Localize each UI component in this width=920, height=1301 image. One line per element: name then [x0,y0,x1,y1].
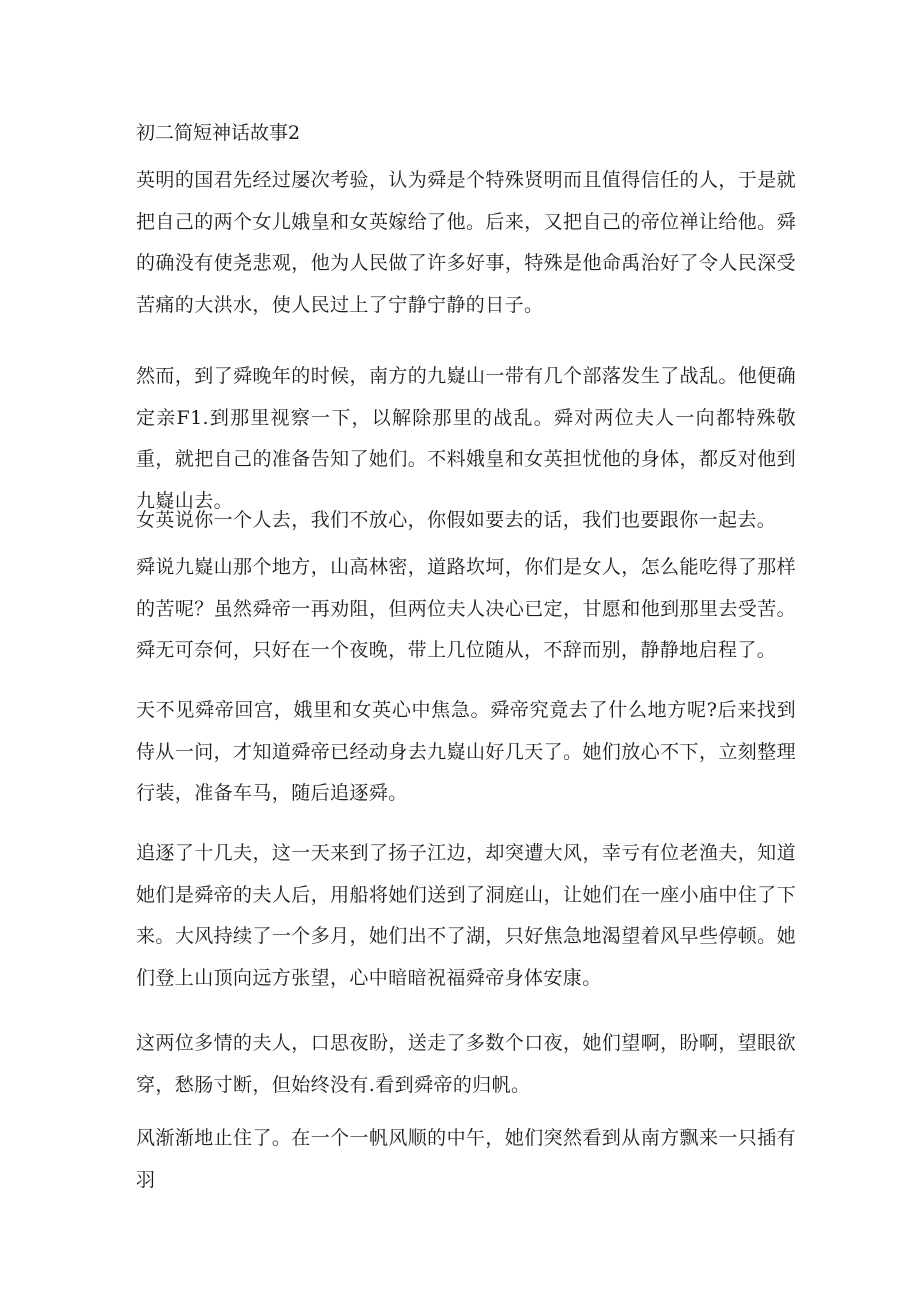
paragraph-7: 这两位多情的夫人，口思夜盼，送走了多数个口夜，她们望啊，盼啊，望眼欲穿，愁肠寸断，但始终没有.看到舜帝的归帆。 [136,1032,796,1096]
paragraph-3: 女英说你一个人去，我们不放心，你假如要去的话，我们也要跟你一起去。 [136,509,777,531]
paragraph-5: 天不见舜帝回宫，娥里和女英心中焦急。舜帝究竟去了什么地方呢?后来找到侍从一问，才知道舜帝已经动身去九嶷山好几天了。她们放心不下，立刻整理行装，准备车马，随后追逐舜。 [136,699,796,804]
paragraph-1: 英明的国君先经过屡次考验，认为舜是个特殊贤明而且值得信任的人，于是就把自己的两个女儿娥皇和女英嫁给了他。后来，又把自己的帝位禅让给他。舜的确没有使尧悲观，他为人民做了许多好事，特殊是他命禹治好了令人民深受苦痛的大洪水，使人民过上了宁静宁静的日子。 [136,169,796,316]
paragraph-8: 风渐渐地止住了。在一个一帆风顺的中午，她们突然看到从南方飘来一只插有羽 [136,1127,796,1191]
paragraph-2: 然而，到了舜晚年的时候，南方的九嶷山一带有几个部落发生了战乱。他便确定亲F1.到那里视察一下，以解除那里的战乱。舜对两位夫人一向都特殊敬重，就把自己的准备告知了她们。不料娥皇和女英担忧他的身体，都反对他到九嶷山去。 [136,365,796,512]
paragraph-6: 追逐了十几夫，这一天来到了扬子江边，却突遭大风，幸亏有位老渔夫，知道她们是舜帝的夫人后，用船将她们送到了洞庭山，让她们在一座小庙中住了下来。大风持续了一个多月，她们出不了湖，只好焦急地渴望着风早些停顿。她们登上山顶向远方张望，心中暗暗祝福舜帝身体安康。 [136,842,796,989]
paragraph-4: 舜说九嶷山那个地方，山高林密，道路坎坷，你们是女人，怎么能吃得了那样的苦呢？虽然舜帝一再劝阻，但两位夫人决心已定，甘愿和他到那里去受苦。舜无可奈何，只好在一个夜晚，带上几位随从，不辞而别，静静地启程了。 [136,556,796,661]
document-title: 初二简短神话故事2 [136,122,301,144]
